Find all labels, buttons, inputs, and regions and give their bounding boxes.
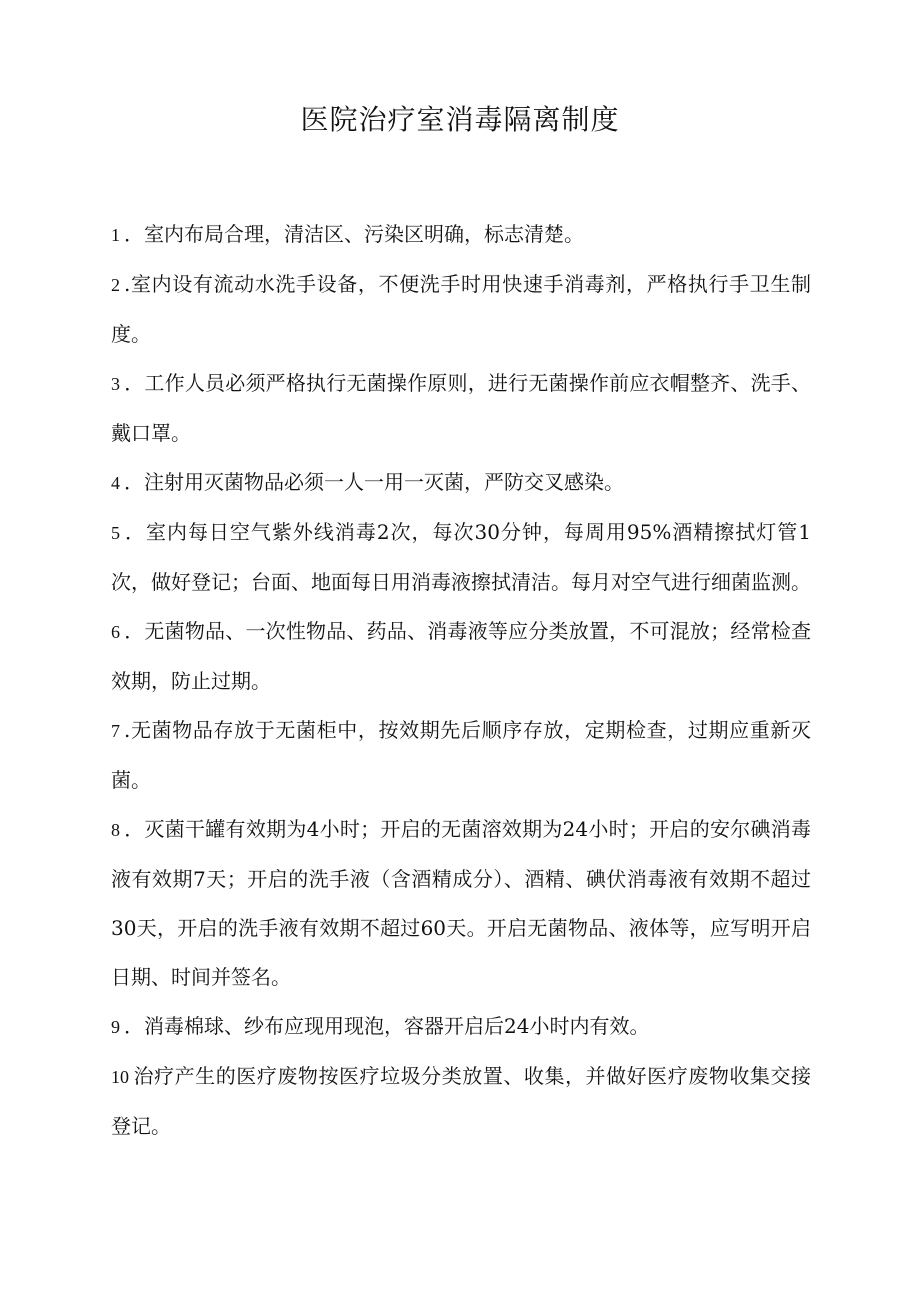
rule-number: 4 bbox=[111, 473, 120, 493]
rule-text: ．室内布局合理，清洁区、污染区明确，标志清楚。 bbox=[124, 222, 584, 246]
rule-text: ．工作人员必须严格执行无菌操作原则，进行无菌操作前应衣帽整齐、洗手、戴口罩。 bbox=[111, 371, 811, 445]
rule-text: ．无菌物品、一次性物品、药品、消毒液等应分类放置，不可混放；经常检查效期，防止过期。 bbox=[111, 619, 811, 693]
rule-item-1 bbox=[111, 210, 811, 260]
rule-number: 2 bbox=[111, 275, 120, 295]
rule-item-6 bbox=[111, 607, 811, 706]
rule-number: 10 bbox=[111, 1067, 129, 1087]
rule-text: ．灭菌干罐有效期为4小时；开启的无菌溶效期为24小时；开启的安尔碘消毒液有效期7天；开启的洗手液（含酒精成分）、酒精、碘伏消毒液有效期不超过30天，开启的洗手液有效期不超过60天。开启无菌物品、液体等，应写明开启日期、时间并签名。 bbox=[111, 817, 811, 989]
rule-item-4 bbox=[111, 458, 811, 508]
rule-item-9 bbox=[111, 1002, 811, 1052]
rule-item-7 bbox=[111, 706, 811, 805]
rule-number: 3 bbox=[111, 374, 120, 394]
rule-number: 5 bbox=[111, 523, 120, 543]
rule-item-8 bbox=[111, 805, 811, 1002]
rule-number: 9 bbox=[111, 1017, 120, 1037]
rule-number: 7 bbox=[111, 721, 120, 741]
rule-text: ．室内每日空气紫外线消毒2次，每次30分钟，每周用95%酒精擦拭灯管1次，做好登记；台面、地面每日用消毒液擦拭清洁。每月对空气进行细菌监测。 bbox=[111, 520, 811, 594]
rule-text: .无菌物品存放于无菌柜中，按效期先后顺序存放，定期检查，过期应重新灭菌。 bbox=[111, 718, 811, 792]
document-title: 医院治疗室消毒隔离制度 bbox=[300, 103, 620, 136]
rule-text: ．注射用灭菌物品必须一人一用一灭菌，严防交叉感染。 bbox=[124, 470, 624, 494]
rule-number: 1 bbox=[111, 225, 120, 245]
rule-text: .室内设有流动水洗手设备，不便洗手时用快速手消毒剂，严格执行手卫生制度。 bbox=[111, 272, 811, 346]
rule-item-2 bbox=[111, 260, 811, 359]
rule-number: 8 bbox=[111, 820, 120, 840]
rule-item-10 bbox=[111, 1052, 811, 1151]
rule-text: ．消毒棉球、纱布应现用现泡，容器开启后24小时内有效。 bbox=[124, 1014, 650, 1038]
rule-number: 6 bbox=[111, 622, 120, 642]
rule-item-5 bbox=[111, 508, 811, 607]
rule-item-3 bbox=[111, 359, 811, 458]
rule-text: 治疗产生的医疗废物按医疗垃圾分类放置、收集，并做好医疗废物收集交接登记。 bbox=[111, 1064, 811, 1138]
rules-list bbox=[111, 210, 811, 1151]
